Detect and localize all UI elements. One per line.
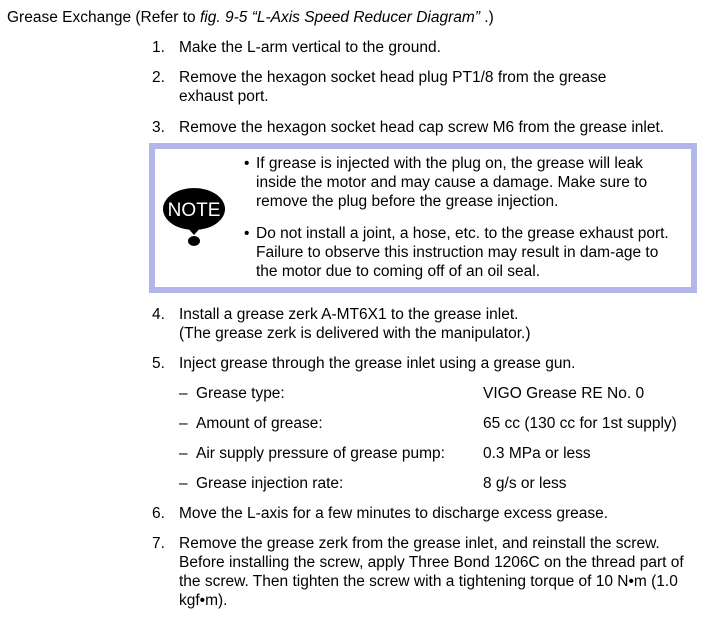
note-bullet-text: Do not install a joint, a hose, etc. to the grease exhaust port. Failure to observe this instruction may result in dam-age to the motor due to coming off of an oil seal. [256,225,669,280]
spec-dash: – [179,475,188,492]
step-text: Inject grease through the grease inlet using a grease gun. [179,355,576,372]
spec-value: 8 g/s or less [483,475,567,492]
step-number: 2. [152,69,165,86]
step-number: 4. [152,306,165,323]
spec-dash: – [179,445,188,462]
step-number: 7. [152,535,165,552]
spec-value: VIGO Grease RE No. 0 [483,385,645,402]
note-icon [162,188,226,248]
step-text: Remove the hexagon socket head cap screw M6 from the grease inlet. [179,119,665,136]
spec-value: 0.3 MPa or less [483,445,591,462]
spec-dash: – [179,415,188,432]
spec-label: Amount of grease: [196,415,323,432]
note-bullet [244,154,684,211]
spec-label: Grease type: [196,385,285,402]
step-text: Remove the grease zerk from the grease inlet, and reinstall the screw. Before installing the screw, apply Three Bond 1206C on the thread part of the screw. Then tighten the screw with a tightening torque of 10 N•m (1.0 kgf•m). [179,535,684,609]
step-number: 3. [152,119,165,136]
step-number: 6. [152,505,165,522]
note-bullet-text: If grease is injected with the plug on, the grease will leak inside the motor and may cause a damage. Make sure to remove the plug before the grease injection. [256,155,648,210]
bullet-dot: • [244,155,250,172]
heading-prefix: Grease Exchange (Refer to [7,9,200,26]
note-icon-tail [186,226,202,235]
step-text: Install a grease zerk A-MT6X1 to the grease inlet. [179,306,519,323]
section-heading [7,8,494,27]
heading-suffix: .) [479,9,494,26]
spec-label: Grease injection rate: [196,475,344,492]
bullet-dot: • [244,225,250,242]
step-number: 5. [152,355,165,372]
note-bullet [244,224,684,281]
step-text: Make the L-arm vertical to the ground. [179,39,441,56]
step-text: Remove the hexagon socket head plug PT1/8 from the grease exhaust port. [179,69,607,105]
note-icon-label: NOTE [167,200,221,221]
step-text: Move the L-axis for a few minutes to discharge excess grease. [179,505,609,522]
step-number: 1. [152,39,165,56]
step-text-note: (The grease zerk is delivered with the manipulator.) [179,325,531,342]
spec-label: Air supply pressure of grease pump: [196,445,445,462]
note-icon-dot [188,236,200,246]
figure-reference: fig. 9-5 “L-Axis Speed Reducer Diagram” [200,9,480,26]
spec-dash: – [179,385,188,402]
spec-value: 65 cc (130 cc for 1st supply) [483,415,677,432]
